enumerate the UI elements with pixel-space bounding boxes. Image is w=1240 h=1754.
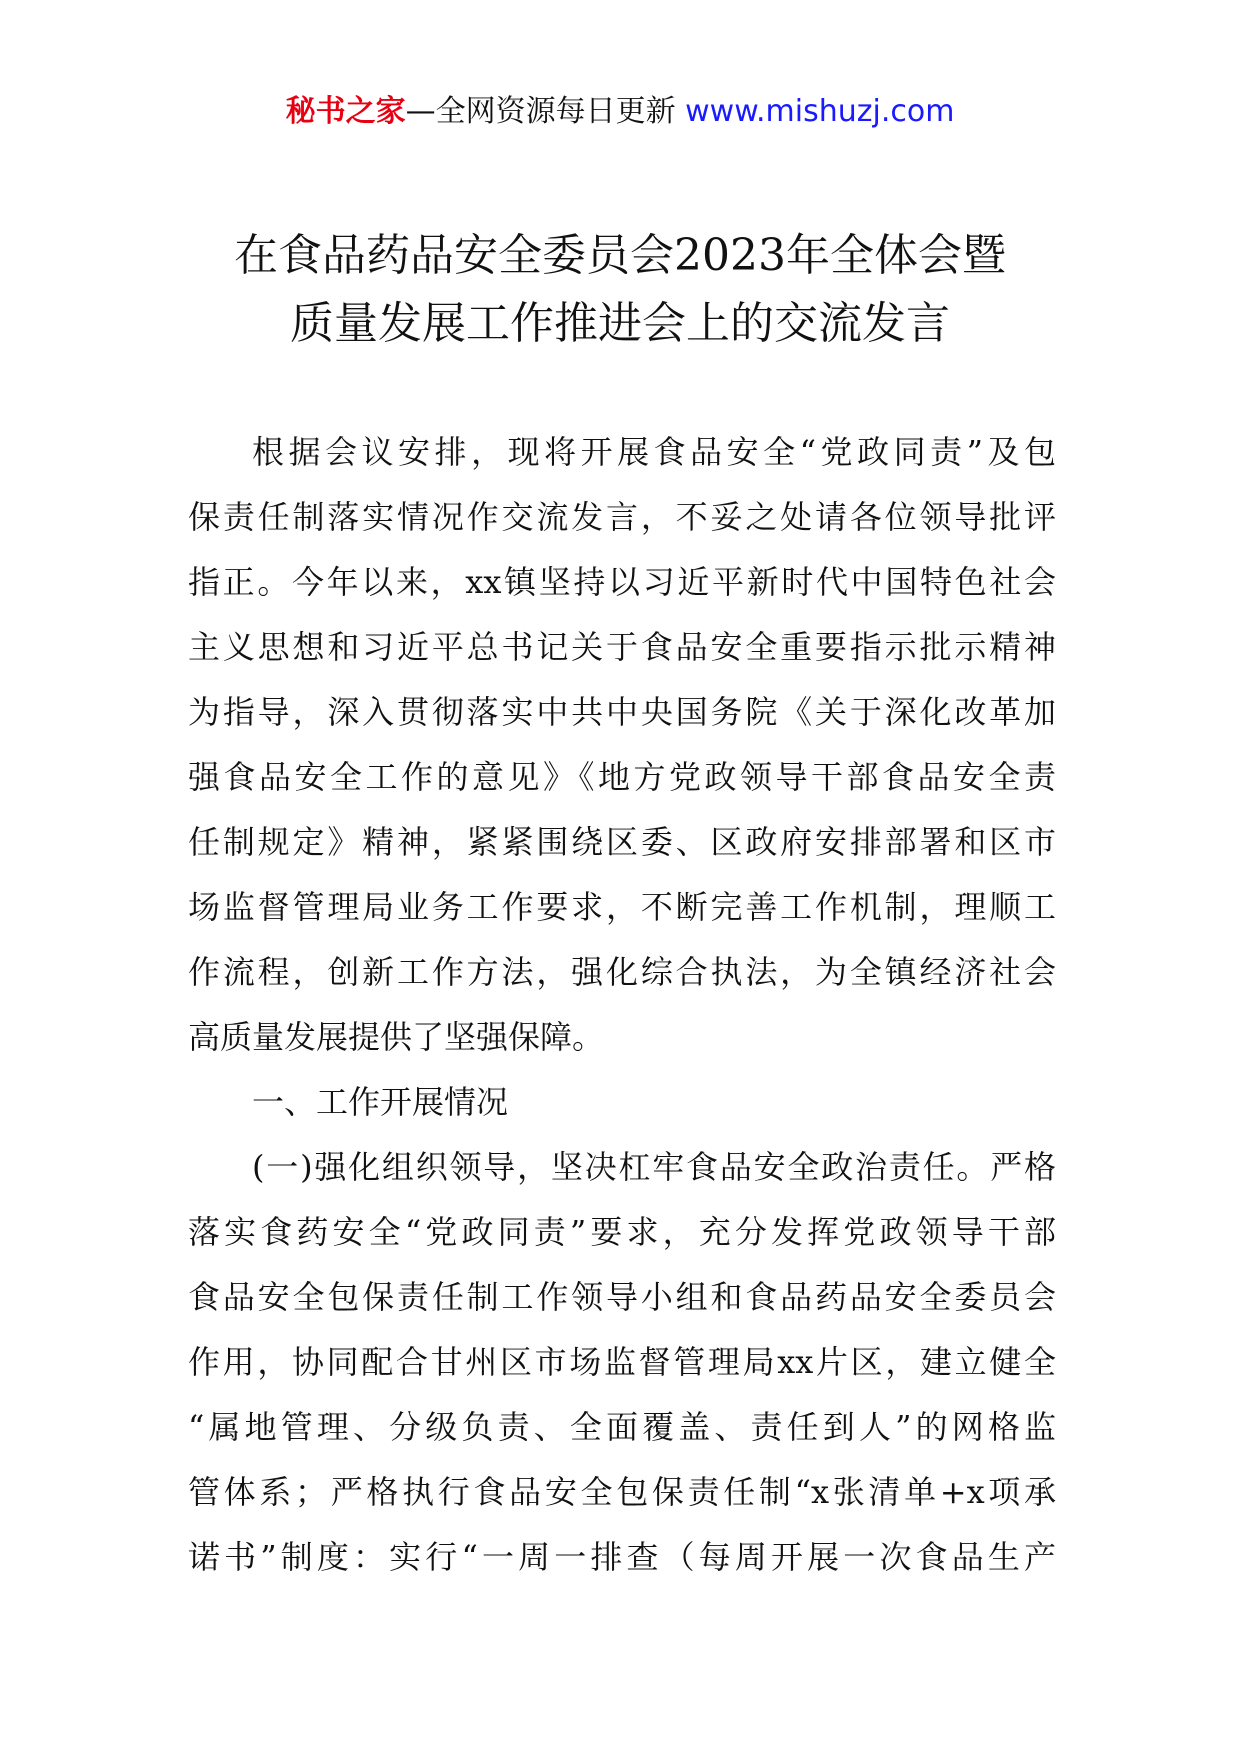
paragraph-line: 指正。今年以来，xx镇坚持以习近平新时代中国特色社会 — [188, 563, 1056, 601]
document-title — [120, 222, 1120, 358]
brand-name: 秘书之家 — [285, 94, 406, 129]
section-heading: 一、工作开展情况 — [252, 1083, 509, 1121]
paragraph-line: (一)强化组织领导，坚决杠牢食品安全政治责任。严格 — [252, 1148, 1056, 1186]
paragraph-line: 主义思想和习近平总书记关于食品安全重要指示批示精神 — [188, 628, 1056, 666]
paragraph-line: “属地管理、分级负责、全面覆盖、责任到人”的网格监 — [188, 1408, 1056, 1446]
paragraph-line: 根据会议安排，现将开展食品安全“党政同责”及包 — [252, 433, 1056, 471]
paragraph-line: 食品安全包保责任制工作领导小组和食品药品安全委员会 — [188, 1278, 1056, 1316]
paragraph-line: 落实食药安全“党政同责”要求，充分发挥党政领导干部 — [188, 1213, 1056, 1251]
paragraph-line: 管体系；严格执行食品安全包保责任制“x张清单+x项承 — [188, 1473, 1056, 1511]
title-line: 质量发展工作推进会上的交流发言 — [290, 298, 950, 349]
document-body — [188, 420, 1056, 1590]
paragraph-line: 作流程，创新工作方法，强化综合执法，为全镇经济社会 — [188, 953, 1056, 991]
paragraph-line: 保责任制落实情况作交流发言，不妥之处请各位领导批评 — [188, 498, 1056, 536]
title-line: 在食品药品安全委员会2023年全体会暨 — [234, 230, 1006, 281]
watermark-header — [0, 92, 1240, 132]
paragraph-line: 任制规定》精神，紧紧围绕区委、区政府安排部署和区市 — [188, 823, 1056, 861]
site-url[interactable]: www.mishuzj.com — [685, 94, 955, 129]
header-slogan: —全网资源每日更新 — [405, 94, 686, 129]
paragraph-line: 诺书”制度：实行“一周一排查（每周开展一次食品生产 — [188, 1538, 1056, 1576]
paragraph-line: 为指导，深入贯彻落实中共中央国务院《关于深化改革加 — [188, 693, 1056, 731]
paragraph-line: 场监督管理局业务工作要求，不断完善工作机制，理顺工 — [188, 888, 1056, 926]
paragraph-line: 高质量发展提供了坚强保障。 — [188, 1018, 605, 1056]
paragraph-line: 强食品安全工作的意见》《地方党政领导干部食品安全责 — [188, 758, 1056, 796]
paragraph-line: 作用，协同配合甘州区市场监督管理局xx片区，建立健全 — [188, 1343, 1056, 1381]
